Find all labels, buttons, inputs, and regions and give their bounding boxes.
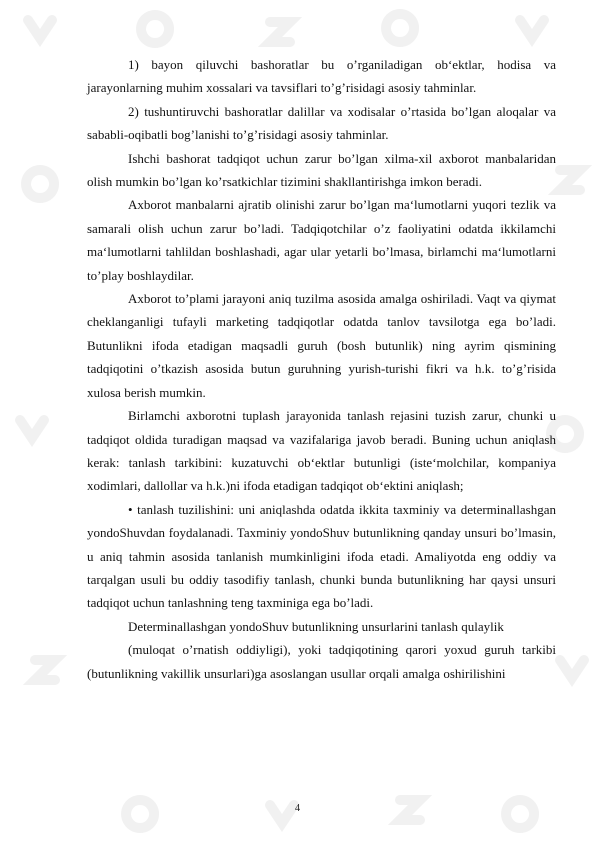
paragraph-sample-structure: • tanlash tuzilishini: uni aniqlashda odatda ikkita taxminiy va determinallashgan yondoShuvdan foydalanadi. Taxminiy yondoShuv butunlikning qanday unsuri bo’lmasin, u aniq tahmin asosida tanlanish mumkinligini ifoda etadi. Amaliyotda eng oddiy va tarqalgan usuli bu oddiy tasodifiy tanlash, chunki bunda butunlikning har qaysi unsuri tadqiqot uchun tanlashning teng taxminiga ega bo’ladi.	[87, 501, 556, 611]
paragraph-deterministic-approach: Determinallashgan yondoShuv butunlikning unsurlarini tanlash qulaylik	[128, 618, 504, 634]
paragraph-primary-information: Birlamchi axborotni tuplash jarayonida tanlash rejasini tuzish zarur, chunki u tadqiqot oldida turadigan maqsad va vazifalariga javob beradi. Buning uchun aniqlash kerak: tanlash tarkibini: kuzatuvchi ob‘ektlar butunligi (iste‘molchilar, kompaniya xodimlari, dallollar va h.k.)ni ifoda etadigan tadqiqot ob‘ektini aniqlash;	[87, 408, 556, 494]
paragraph-information-collection: Axborot to’plami jarayoni aniq tuzilma asosida amalga oshiriladi. Vaqt va qiymat cheklanganligi tufayli marketing tadqiqotlar odatda tanlov tavsilotga ega bo’ladi. Butunlikni ifoda etadigan maqsadli guruh (bosh butunlik) ning ayrim qismining tadqiqotini o’tkazish asosida butun guruhning yurish-turishi fikri va h.k. to’g’risida xulosa berish mumkin.	[87, 291, 556, 400]
page-number: 4	[294, 803, 301, 814]
paragraph-continuation: (muloqat o’rnatish oddiyligi), yoki tadqiqotining qarori yoxud guruh tarkibi (butunlikning vakillik unsurlari)ga asoslangan usullar orqali amalga oshirilishini	[87, 642, 556, 681]
paragraph-working-forecast: Ishchi bashorat tadqiqot uchun zarur bo’lgan xilma-xil axborot manbalaridan olish mumkin bo’lgan ko’rsatkichlar tizimini shakllantirishga imkon beradi.	[87, 150, 556, 190]
paragraph-descriptive-forecasts: 1) bayon qiluvchi bashoratlar bu o’rganiladigan ob‘ektlar, hodisa va jarayonlarning muhim xossalari va tavsiflari to’g’risidagi asosiy tahminlar.	[87, 57, 556, 96]
paragraph-explanatory-forecasts: 2) tushuntiruvchi bashoratlar dalillar va xodisalar o’rtasida bo’lgan aloqalar va sababli-oqibatli bog’lanishi to’g’risidagi asosiy tahminlar.	[87, 103, 556, 143]
document-body	[87, 53, 556, 685]
paragraph-information-sources: Axborot manbalarni ajratib olinishi zarur bo’lgan ma‘lumotlarni yuqori tezlik va samarali olish uchun zarur bo’ladi. Tadqiqotchilar o’z faoliyatini odatda ikkilamchi ma‘lumotlarni tahlildan boshlashadi, agar ular yetarli bo’lmasa, birlamchi ma‘lumotlarni to’play boshlaydilar.	[87, 197, 556, 283]
